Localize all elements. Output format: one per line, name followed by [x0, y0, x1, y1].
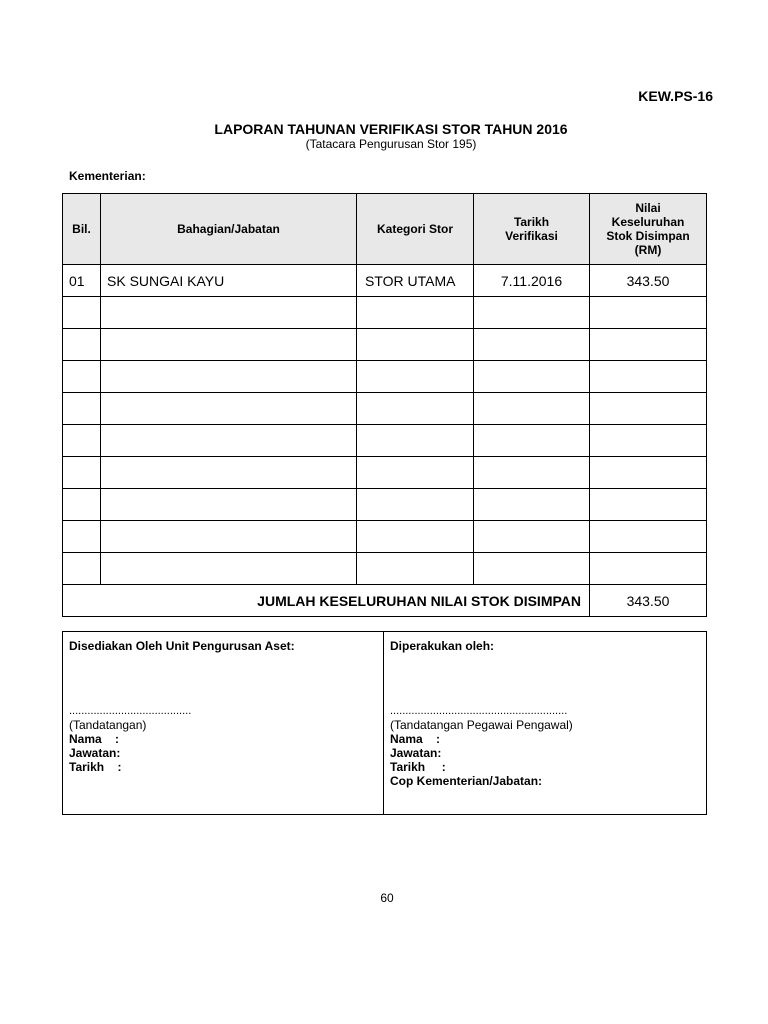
cell-bil: [63, 425, 101, 457]
cell-bahagian: [101, 393, 357, 425]
header-bahagian: [101, 194, 357, 265]
table-row: [63, 329, 707, 361]
page-subtitle: (Tatacara Pengurusan Stor 195): [305, 137, 477, 151]
cell-tarikh: [474, 425, 590, 457]
signature-table: [62, 631, 707, 815]
cell-bahagian: [101, 457, 357, 489]
table-row: [63, 361, 707, 393]
cell-nilai: [590, 329, 707, 361]
position-label: Jawatan:: [69, 746, 121, 760]
cell-bil: [63, 361, 101, 393]
cell-nilai: [590, 361, 707, 393]
cell-nilai: [590, 457, 707, 489]
cell-bil: [63, 521, 101, 553]
header-bil-text: Bil.: [72, 222, 91, 236]
signature-label: (Tandatangan Pegawai Pengawal): [390, 718, 573, 732]
cell-kategori: [357, 361, 474, 393]
page-number: 60: [380, 891, 394, 905]
name-label: Nama :: [390, 732, 441, 746]
cell-bil: [63, 329, 101, 361]
cell-kategori: [357, 457, 474, 489]
header-kategori: [357, 194, 474, 265]
cell-bahagian: [101, 521, 357, 553]
cell-bahagian: [101, 329, 357, 361]
prepared-by-heading: Disediakan Oleh Unit Pengurusan Aset:: [69, 639, 295, 653]
cell-bil: [63, 489, 101, 521]
cell-bahagian: [101, 361, 357, 393]
cell-bahagian: [101, 489, 357, 521]
cell-tarikh: [474, 521, 590, 553]
header-tarikh-line2: Verifikasi: [505, 229, 558, 243]
header-bil: [63, 194, 101, 265]
cell-kategori: [357, 297, 474, 329]
approved-by-heading: Diperakukan oleh:: [390, 639, 495, 653]
cell-nilai: [590, 489, 707, 521]
signature-dotted-line: ..........................................................: [390, 705, 568, 717]
cell-tarikh: [474, 553, 590, 585]
header-nilai-line3: Stok Disimpan: [606, 229, 690, 243]
cell-tarikh: [474, 393, 590, 425]
cell-tarikh: [474, 297, 590, 329]
table-row: [63, 489, 707, 521]
cell-nilai: [590, 521, 707, 553]
cell-kategori: [357, 553, 474, 585]
cell-kategori: [357, 329, 474, 361]
cell-kategori: [357, 393, 474, 425]
prepared-by-section: [63, 632, 384, 815]
table-row: [63, 297, 707, 329]
cell-bahagian: [101, 425, 357, 457]
cell-tarikh: [474, 329, 590, 361]
total-value: 343.50: [590, 585, 707, 617]
header-nilai-line2: Keseluruhan: [611, 215, 685, 229]
header-tarikh: [474, 194, 590, 265]
table-row: [63, 425, 707, 457]
stamp-label: Cop Kementerian/Jabatan:: [390, 774, 543, 788]
cell-bil: [63, 457, 101, 489]
cell-nilai: [590, 393, 707, 425]
cell-bil: 01: [63, 265, 101, 297]
header-nilai-line4: (RM): [634, 243, 662, 257]
cell-tarikh: [474, 457, 590, 489]
cell-kategori: [357, 425, 474, 457]
cell-bil: [63, 553, 101, 585]
cell-bahagian: [101, 297, 357, 329]
total-label: JUMLAH KESELURUHAN NILAI STOK DISIMPAN: [63, 585, 590, 617]
table-row: [63, 393, 707, 425]
header-kategori-text: Kategori Stor: [376, 222, 453, 236]
total-row: [63, 585, 707, 617]
approved-by-section: [384, 632, 707, 815]
header-bahagian-text: Bahagian/Jabatan: [177, 222, 280, 236]
table-row: [63, 521, 707, 553]
cell-kategori: STOR UTAMA: [357, 265, 474, 297]
verification-table: [62, 193, 707, 617]
date-label: Tarikh :: [69, 760, 122, 774]
table-header-row: [63, 194, 707, 265]
cell-nilai: [590, 297, 707, 329]
cell-bil: [63, 393, 101, 425]
cell-bahagian: [101, 553, 357, 585]
cell-tarikh: [474, 361, 590, 393]
name-label: Nama :: [69, 732, 120, 746]
cell-bil: [63, 297, 101, 329]
form-code: KEW.PS-16: [638, 88, 713, 104]
signature-label: (Tandatangan): [69, 718, 147, 732]
header-tarikh-line1: Tarikh: [513, 215, 550, 229]
cell-kategori: [357, 489, 474, 521]
header-nilai: [590, 194, 707, 265]
cell-bahagian: SK SUNGAI KAYU: [101, 265, 357, 297]
page-title: LAPORAN TAHUNAN VERIFIKASI STOR TAHUN 2016: [214, 121, 568, 137]
position-label: Jawatan:: [390, 746, 442, 760]
signature-dotted-line: ........................................: [69, 705, 192, 717]
table-row: [63, 457, 707, 489]
cell-nilai: [590, 425, 707, 457]
table-row: [63, 265, 707, 297]
date-label: Tarikh :: [390, 760, 446, 774]
cell-tarikh: 7.11.2016: [474, 265, 590, 297]
table-row: [63, 553, 707, 585]
cell-tarikh: [474, 489, 590, 521]
ministry-label: Kementerian:: [69, 169, 146, 183]
cell-nilai: 343.50: [590, 265, 707, 297]
header-nilai-line1: Nilai: [635, 201, 661, 215]
cell-nilai: [590, 553, 707, 585]
cell-kategori: [357, 521, 474, 553]
